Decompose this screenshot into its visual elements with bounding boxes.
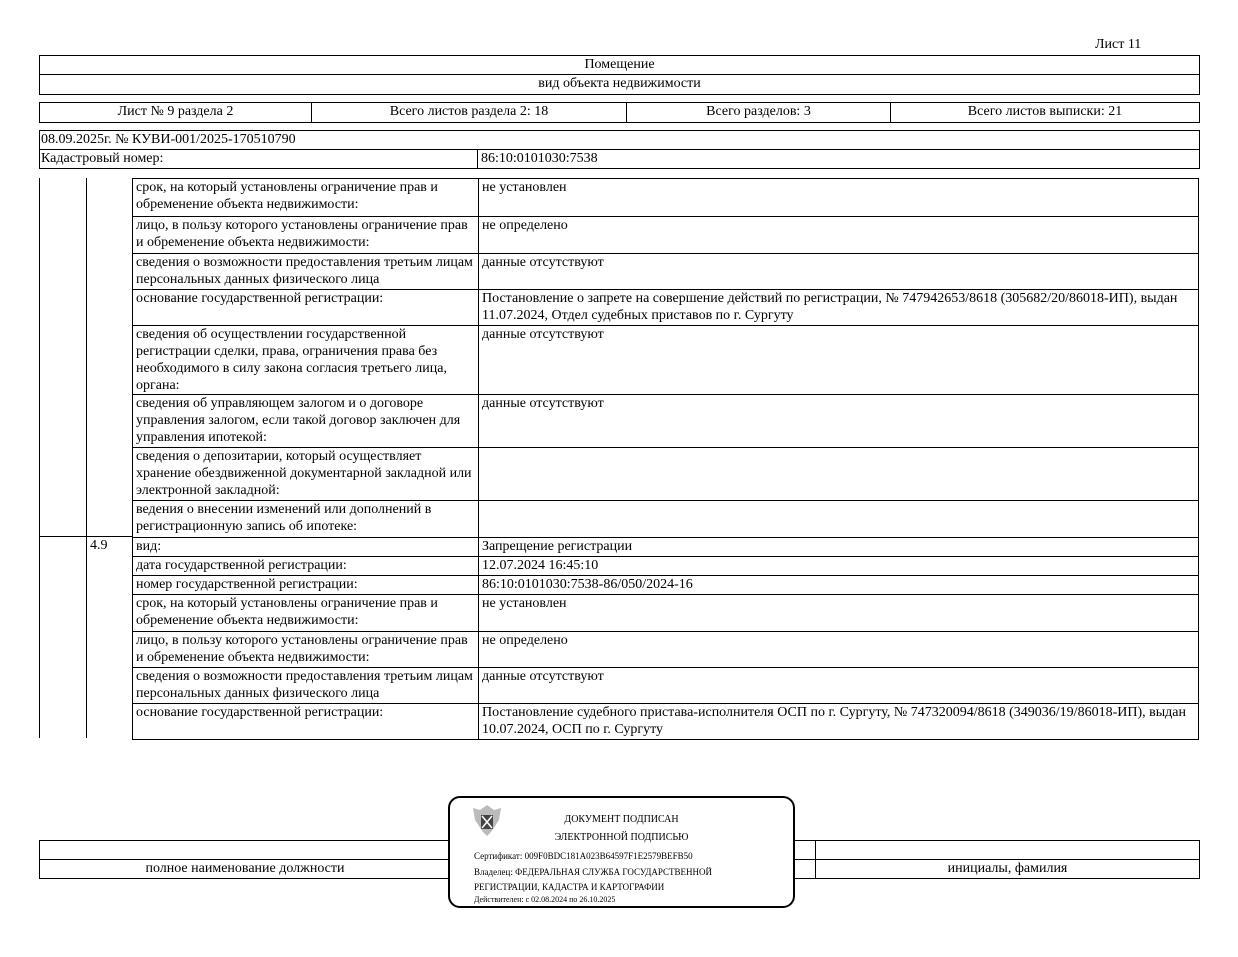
row-label: основание государственной регистрации: — [133, 290, 479, 326]
row-label: срок, на который установлены ограничение прав и обременение объекта недвижимости: — [133, 179, 479, 217]
table-row — [133, 326, 1199, 395]
table-row — [133, 448, 1199, 501]
row-value: данные отсутствуют — [479, 326, 1199, 395]
table-row — [133, 538, 1199, 557]
name-label: инициалы, фамилия — [947, 861, 1068, 876]
extract-sheets-total: Всего листов выписки: 21 — [967, 104, 1123, 119]
row-label: сведения об осуществлении государственной регистрации сделки, права, ограничения права без необходимого в силу закона согласия третьего лица, органа: — [133, 326, 479, 395]
table-row — [133, 595, 1199, 632]
cadastral-label: Кадастровый номер: — [40, 150, 478, 168]
row-label: срок, на который установлены ограничение прав и обременение объекта недвижимости: — [133, 595, 479, 632]
object-header — [39, 55, 1200, 95]
row-label: сведения о возможности предоставления третьим лицам персональных данных физического лица — [133, 668, 479, 704]
row-value: 12.07.2024 16:45:10 — [479, 557, 1199, 576]
document-info — [39, 130, 1200, 169]
table-row — [133, 632, 1199, 668]
row-value: не установлен — [479, 595, 1199, 632]
object-kind-label: вид объекта недвижимости — [538, 76, 701, 91]
row-value: данные отсутствуют — [479, 395, 1199, 448]
table-row — [133, 395, 1199, 448]
row-label: сведения о депозитарии, который осуществляет хранение обездвиженной документарной закладной или электронной закладной: — [133, 448, 479, 501]
row-label: дата государственной регистрации: — [133, 557, 479, 576]
row-value — [479, 501, 1199, 538]
section-sheets-total: Всего листов раздела 2: 18 — [312, 103, 627, 122]
table-row — [133, 254, 1199, 290]
table-row — [133, 217, 1199, 254]
row-label: ведения о внесении изменений или дополнений в регистрационную запись об ипотеке: — [133, 501, 479, 538]
row-value: не определено — [479, 217, 1199, 254]
table-row — [133, 704, 1199, 740]
row-value: Запрещение регистрации — [479, 538, 1199, 557]
number-column-border — [86, 178, 87, 738]
row-label: номер государственной регистрации: — [133, 576, 479, 595]
electronic-signature-stamp — [448, 796, 795, 908]
table-row — [133, 290, 1199, 326]
row-value: 86:10:0101030:7538-86/050/2024-16 — [479, 576, 1199, 595]
row-value — [479, 448, 1199, 501]
stamp-owner-line2: РЕГИСТРАЦИИ, КАДАСТРА И КАРТОГРАФИИ — [474, 882, 665, 892]
table-row — [133, 576, 1199, 595]
encumbrance-table — [132, 178, 1199, 740]
position-label: полное наименование должности — [145, 861, 345, 876]
row-label: вид: — [133, 538, 479, 557]
stamp-title: ДОКУМЕНТ ПОДПИСАН — [564, 814, 679, 825]
row-label: сведения об управляющем залогом и о договоре управления залогом, если такой договор заключен для управления ипотекой: — [133, 395, 479, 448]
row-value: не установлен — [479, 179, 1199, 217]
stamp-owner-line1: Владелец: ФЕДЕРАЛЬНАЯ СЛУЖБА ГОСУДАРСТВЕННОЙ — [474, 867, 713, 877]
row-label: сведения о возможности предоставления третьим лицам персональных данных физического лица — [133, 254, 479, 290]
item-divider — [39, 536, 132, 537]
sheet-number: Лист № 9 раздела 2 — [40, 103, 312, 122]
sheet-info — [39, 102, 1200, 123]
sections-total: Всего разделов: 3 — [627, 103, 891, 122]
table-row — [133, 668, 1199, 704]
table-row — [133, 501, 1199, 538]
row-value: Постановление о запрете на совершение действий по регистрации, № 747942653/8618 (305682/20/86018-ИП), выдан 11.07.2024, Отдел судебных приставов по г. Сургуту — [479, 290, 1199, 326]
stamp-validity: Действителен: с 02.08.2024 по 26.10.2025 — [474, 895, 616, 904]
row-label: лицо, в пользу которого установлены ограничение прав и обременение объекта недвижимости: — [133, 632, 479, 668]
row-value: Постановление судебного пристава-исполнителя ОСП по г. Сургуту, № 747320094/8618 (349036/19/86018-ИП), выдан 10.07.2024, ОСП по г. Сургуту — [479, 704, 1199, 740]
item-number: 4.9 — [90, 538, 108, 553]
object-type: Помещение — [40, 56, 1199, 75]
table-row — [133, 557, 1199, 576]
date-number: 08.09.2025г. № КУВИ-001/2025-170510790 — [40, 131, 1199, 150]
row-value: данные отсутствуют — [479, 668, 1199, 704]
table-row — [133, 179, 1199, 217]
cadastral-number: 86:10:0101030:7538 — [481, 151, 598, 166]
sheet-label: Лист 11 — [1095, 37, 1142, 52]
left-border — [39, 178, 40, 738]
row-label: основание государственной регистрации: — [133, 704, 479, 740]
row-value: не определено — [479, 632, 1199, 668]
row-value: данные отсутствуют — [479, 254, 1199, 290]
stamp-certificate: Сертификат: 009F0BDC181A023B64597F1E2579BEFB50 — [474, 851, 693, 861]
stamp-subtitle: ЭЛЕКТРОННОЙ ПОДПИСЬЮ — [554, 832, 689, 843]
row-label: лицо, в пользу которого установлены ограничение прав и обременение объекта недвижимости: — [133, 217, 479, 254]
